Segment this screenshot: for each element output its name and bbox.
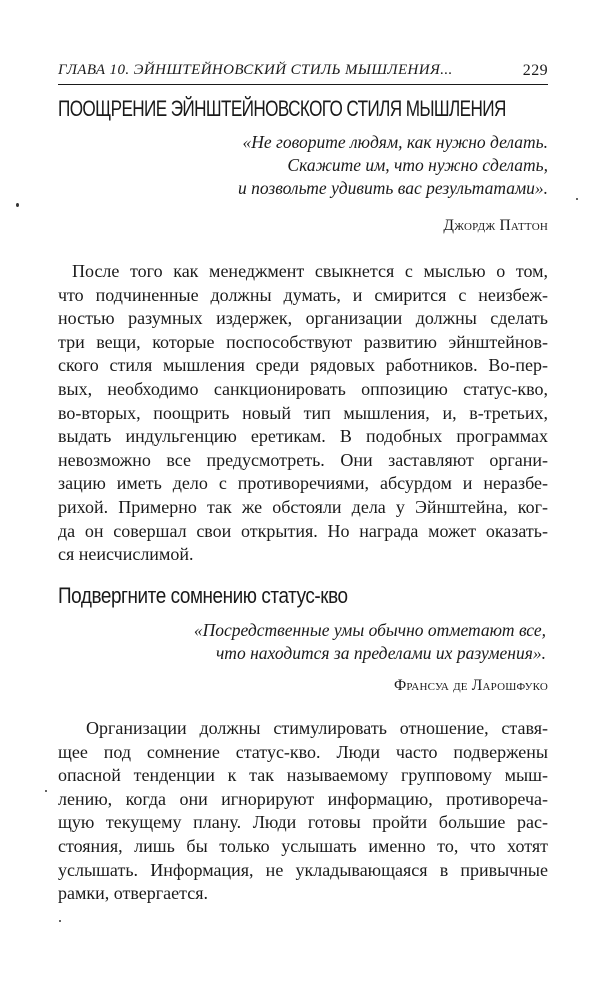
text-line: во-вторых, поощрить новый тип мышления, и, в-третьих, bbox=[58, 402, 548, 423]
text-line: опасной тенденции к так называемому групповому мыш- bbox=[58, 765, 548, 786]
scan-speck bbox=[45, 790, 47, 792]
text-line: да он совершал свои открытия. Но награда может оказать- bbox=[58, 520, 548, 541]
text-line: лению, когда они игнорируют информацию, противореча- bbox=[58, 788, 548, 809]
text-line: щую текущему плану. Люди готовы пройти большие рас- bbox=[58, 812, 548, 833]
scan-speck bbox=[16, 203, 19, 207]
scan-speck bbox=[59, 920, 61, 922]
text-line: рихой. Примерно так же обстояли дела у Эйнштейна, ког- bbox=[58, 496, 548, 517]
text-line: ся неисчислимой. bbox=[58, 544, 194, 565]
text-line: зацию иметь дело с противоречиями, абсурдом и неразбе- bbox=[58, 473, 548, 494]
text-line: ского стиля мышления среди рядовых работников. Во-пер- bbox=[58, 355, 548, 376]
text-line: рамки, отвергается. bbox=[58, 883, 208, 904]
epigraph-attribution-la-rochefoucauld: Франсуа де Ларошфуко bbox=[393, 677, 548, 694]
epigraph-line: что находится за пределами их разумения». bbox=[215, 643, 546, 663]
text-line: щее под сомнение статус-кво. Люди часто подвержены bbox=[58, 741, 548, 762]
epigraph-patton bbox=[58, 131, 548, 200]
text-line: невозможно все предусмотреть. Они заставляют органи- bbox=[58, 449, 548, 470]
page-number: 229 bbox=[522, 62, 548, 79]
paragraph-section2 bbox=[58, 717, 548, 906]
text-line: что подчиненные должны думать, и смирится с неизбеж- bbox=[58, 284, 548, 305]
epigraph-line: и позвольте удивить вас результатами». bbox=[238, 178, 548, 198]
text-line: стояния, лишь бы только услышать именно то, что хотят bbox=[58, 835, 548, 856]
epigraph-attribution-patton: Джордж Паттон bbox=[443, 217, 548, 234]
scan-speck bbox=[576, 198, 578, 200]
epigraph-line: «Не говорите людям, как нужно делать. bbox=[242, 132, 548, 152]
text-line: ностью разумных издержек, организации должны сделать bbox=[58, 308, 548, 329]
epigraph-line: «Посредственные умы обычно отметают все, bbox=[193, 620, 546, 640]
text-line: три вещи, которые поспособствуют развитию эйнштейнов- bbox=[58, 331, 548, 352]
epigraph-line: Скажите им, что нужно сделать, bbox=[287, 155, 548, 175]
book-page bbox=[58, 0, 548, 981]
section-heading-encouraging: ПООЩРЕНИЕ ЭЙНШТЕЙНОВСКОГО СТИЛЯ МЫШЛЕНИЯ bbox=[58, 96, 506, 121]
running-head bbox=[58, 62, 548, 84]
text-line: вых, необходимо санкционировать оппозицию статус-кво, bbox=[58, 378, 548, 399]
section-heading-challenge-status-quo: Подвергните сомнению статус-кво bbox=[58, 583, 348, 608]
paragraph-section1 bbox=[58, 260, 548, 567]
text-line: выдать индульгенцию еретикам. В подобных программах bbox=[58, 426, 548, 447]
header-rule bbox=[58, 84, 548, 85]
epigraph-la-rochefoucauld bbox=[58, 619, 546, 665]
chapter-title: ГЛАВА 10. ЭЙНШТЕЙНОВСКИЙ СТИЛЬ МЫШЛЕНИЯ... bbox=[58, 62, 453, 78]
text-line: услышать. Информация, не укладывающаяся в привычные bbox=[58, 859, 548, 880]
text-line: После того как менеджмент свыкнется с мыслью о том, bbox=[72, 261, 548, 281]
text-line: Организации должны стимулировать отношение, ставя- bbox=[86, 718, 548, 738]
